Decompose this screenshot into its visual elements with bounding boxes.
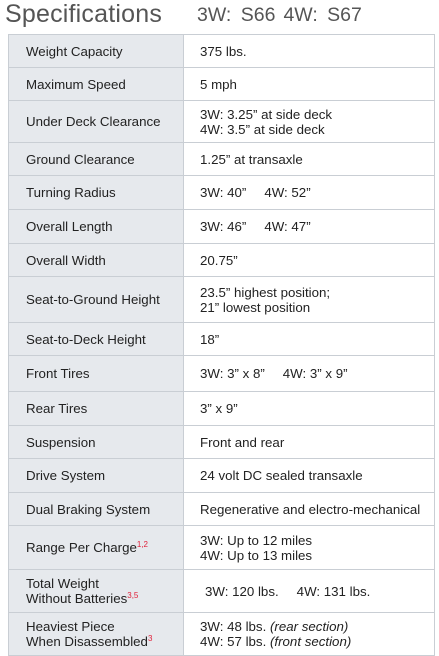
- footnote-marker: 1,2: [136, 540, 148, 549]
- spec-row-drive-system: [8, 459, 435, 493]
- spec-label: Under Deck Clearance: [8, 101, 184, 142]
- spec-label: Seat-to-Deck Height: [8, 323, 184, 355]
- spec-label-line: When Disassembled: [26, 634, 148, 649]
- spec-value-3w: 3W: 120 lbs.: [205, 583, 279, 599]
- spec-table: [8, 34, 435, 656]
- spec-value: [184, 176, 435, 209]
- spec-label: Overall Width: [8, 244, 184, 276]
- spec-label: Ground Clearance: [8, 143, 184, 175]
- spec-row-range-per-charge: [8, 526, 435, 570]
- model-3w: 3W: S66: [197, 4, 276, 26]
- spec-value: [184, 356, 435, 391]
- spec-label-text: Range Per Charge: [26, 540, 137, 555]
- spec-value: 24 volt DC sealed transaxle: [184, 459, 435, 492]
- spec-label: Front Tires: [8, 356, 184, 391]
- spec-label: Dual Braking System: [8, 493, 184, 525]
- spec-label: Maximum Speed: [8, 68, 184, 100]
- spec-row-suspension: [8, 426, 435, 459]
- spec-value-weight: 4W: 57 lbs.: [200, 634, 267, 649]
- spec-label: Drive System: [8, 459, 184, 492]
- spec-row-rear-tires: [8, 392, 435, 426]
- spec-value-4w: 4W: 131 lbs.: [296, 583, 371, 599]
- spec-row-under-deck-clearance: [8, 101, 435, 143]
- spec-value: 20.75”: [184, 244, 435, 276]
- spec-value-3w: 3W: 46”: [200, 219, 247, 234]
- model-numbers: [197, 4, 362, 27]
- spec-value-line: 21” lowest position: [200, 299, 311, 315]
- spec-label-line: Without Batteries: [26, 591, 128, 606]
- spec-label-line: Total Weight: [26, 576, 99, 591]
- spec-value-4w: 4W: 47”: [264, 219, 311, 234]
- spec-label: Turning Radius: [8, 176, 184, 209]
- spec-value: Front and rear: [184, 426, 435, 458]
- spec-row-front-tires: [8, 356, 435, 392]
- spec-label: Suspension: [8, 426, 184, 458]
- model-4w: 4W: S67: [283, 4, 362, 26]
- spec-value-line: 4W: Up to 13 miles: [200, 547, 313, 563]
- spec-value-4w: 4W: 3” x 9”: [282, 366, 348, 381]
- spec-value-note: (front section): [269, 634, 352, 649]
- spec-value-3w: 3W: 3” x 8”: [200, 366, 265, 381]
- spec-value: 1.25” at transaxle: [184, 143, 435, 175]
- spec-row-weight-capacity: [8, 35, 435, 68]
- spec-value: 3” x 9”: [184, 392, 435, 425]
- spec-row-total-weight: [8, 570, 435, 613]
- spec-row-overall-length: [8, 210, 435, 244]
- spec-row-maximum-speed: [8, 68, 435, 101]
- footnote-marker: 3: [147, 634, 153, 643]
- spec-header: [0, 0, 439, 34]
- spec-label: Overall Length: [8, 210, 184, 243]
- spec-row-dual-braking-system: [8, 493, 435, 526]
- spec-value-note: (rear section): [269, 619, 349, 634]
- spec-value: 18”: [184, 323, 435, 355]
- spec-value-3w: 3W: 40”: [200, 185, 247, 200]
- spec-value: [184, 210, 435, 243]
- spec-value-line: 3W: 3.25” at side deck: [200, 106, 333, 122]
- spec-row-turning-radius: [8, 176, 435, 210]
- spec-value: Regenerative and electro-mechanical: [184, 493, 435, 525]
- spec-value: 5 mph: [184, 68, 435, 100]
- spec-row-heaviest-piece: [8, 613, 435, 656]
- spec-label: [8, 526, 184, 569]
- page-title: Specifications: [5, 0, 163, 28]
- spec-value: 375 lbs.: [184, 35, 435, 67]
- spec-value: [184, 277, 435, 322]
- footnote-marker: 3,5: [127, 591, 139, 600]
- spec-label-line: Heaviest Piece: [26, 619, 115, 634]
- spec-label: [8, 570, 184, 612]
- spec-row-ground-clearance: [8, 143, 435, 176]
- spec-value-weight: 3W: 48 lbs.: [200, 619, 267, 634]
- spec-value-line: 3W: Up to 12 miles: [200, 532, 313, 548]
- spec-label: Weight Capacity: [8, 35, 184, 67]
- spec-value: [184, 526, 435, 569]
- spec-value: [184, 101, 435, 142]
- spec-row-seat-to-deck-height: [8, 323, 435, 356]
- spec-row-seat-to-ground-height: [8, 277, 435, 323]
- spec-value-line: 4W: 3.5” at side deck: [200, 121, 325, 137]
- spec-label: Seat-to-Ground Height: [8, 277, 184, 322]
- spec-value: [184, 570, 435, 612]
- spec-value-line: 23.5” highest position;: [200, 284, 331, 300]
- spec-value-4w: 4W: 52”: [264, 185, 311, 200]
- spec-label: Rear Tires: [8, 392, 184, 425]
- spec-row-overall-width: [8, 244, 435, 277]
